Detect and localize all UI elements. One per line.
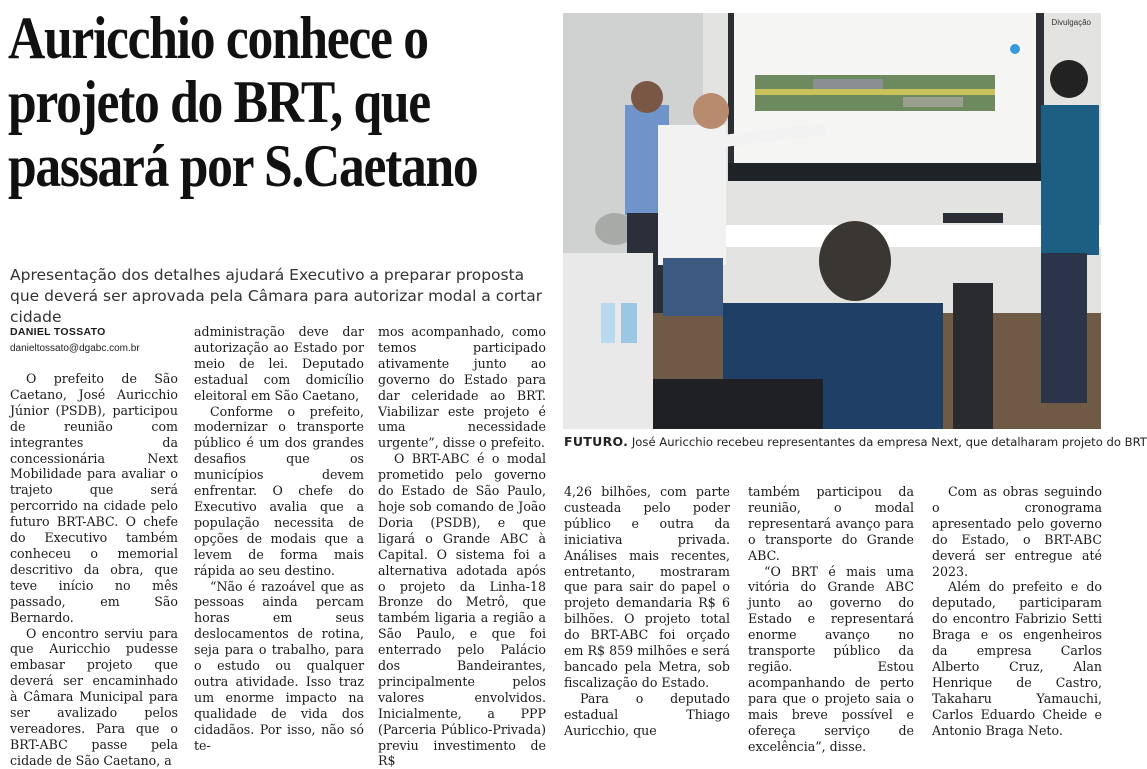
article-column-5 (748, 484, 914, 754)
paragraph: administração deve dar autorização ao Estado por meio de lei. Deputado estadual com domicílio eleitoral em São Caetano, (194, 324, 364, 403)
article-column-3 (378, 324, 546, 769)
paragraph: também participou da reunião, o modal representará avanço para o transporte do Grande ABC. (748, 484, 914, 563)
caption-kicker: FUTURO. (564, 434, 629, 449)
photo-credit: Divulgação (1051, 18, 1091, 27)
article-column-4 (564, 484, 730, 738)
paragraph: Com as obras seguindo o cronograma apresentado pelo governo do Estado, o BRT-ABC deverá ser entregue até 2023. (932, 484, 1102, 579)
paragraph: Além do prefeito e do deputado, participaram do encontro Fabrizio Setti Braga e os engenheiros da empresa Carlos Alberto Cruz, Alan Henrique de Castro, Takaharu Yamauchi, Carlos Eduardo Cheide e Antonio Braga Neto. (932, 579, 1102, 738)
author-name: DANIEL TOSSATO (10, 326, 106, 338)
article-column-2 (194, 324, 364, 753)
author-email: danieltossato@dgabc.com.br (10, 343, 140, 354)
paragraph: Conforme o prefeito, modernizar o transporte público é um dos grandes desafios que os municípios devem enfrentar. O chefe do Executivo avalia que a população necessita de opções de modais que a levem de forma mais rápida ao seu destino. (194, 403, 364, 578)
photo-caption (564, 434, 1147, 449)
paragraph: O prefeito de São Caetano, José Auricchio Júnior (PSDB), participou de reunião com integrantes da concessionária Next Mobilidade para avaliar o trajeto que será percorrido na cidade pelo futuro BRT-ABC. O chefe do Executivo também conheceu o memorial descritivo da obra, que teve início no mês passado, em São Bernardo. (10, 371, 178, 625)
paragraph: O encontro serviu para que Auricchio pudesse embasar projeto que deverá ser encaminhado à Câmara Municipal para ser avalizado pelos vereadores. Para que o BRT-ABC passe pela cidade de São Caetano, a (10, 625, 178, 768)
paragraph: Para o deputado estadual Thiago Auricchio, que (564, 690, 730, 738)
paragraph: 4,26 bilhões, com parte custeada pelo poder público e outra da iniciativa privada. Análises mais recentes, entretanto, mostraram que para sair do papel o projeto demandaria R$ 6 bilhões. O projeto total do BRT-ABC foi orçado em R$ 859 milhões e será bancado pela Metra, sob fiscalização do Estado. (564, 484, 730, 690)
meeting-photo (563, 13, 1101, 429)
article-column-6 (932, 484, 1102, 738)
caption-text: José Auricchio recebeu representantes da empresa Next, que detalharam projeto do BRT (631, 435, 1147, 449)
paragraph: O BRT-ABC é o modal prometido pelo governo do Estado de São Paulo, hoje sob comando de João Doria (PSDB), e que ligará o Grande ABC à Capital. O sistema foi a alternativa adotada após o projeto da Linha-18 Bronze do Metrô, que também ligaria a região a São Paulo, e que foi enterrado pelo Palácio dos Bandeirantes, principalmente pelos valores envolvidos. Inicialmente, a PPP (Parceria Público-Privada) previu investimento de R$ (378, 451, 546, 769)
subheadline: Apresentação dos detalhes ajudará Executivo a preparar proposta que deverá ser aprovada pela Câmara para autorizar modal a cortar cidade (10, 266, 543, 326)
article-column-1 (10, 371, 178, 768)
paragraph: “Não é razoável que as pessoas ainda percam horas em seus deslocamentos de rotina, seja para o trabalho, para o estudo ou qualquer outra atividade. Isso traz um enorme impacto na qualidade de vida dos cidadãos. Por isso, não só te- (194, 578, 364, 753)
paragraph: “O BRT é mais uma vitória do Grande ABC junto ao governo do Estado e representará enorme avanço no transporte público da região. Estou acompanhando de perto para que o projeto saia o mais breve possível e ofereça serviço de excelência”, disse. (748, 563, 914, 754)
paragraph: mos acompanhado, como temos participado ativamente junto ao governo do Estado para dar celeridade ao BRT. Viabilizar este projeto é uma necessidade urgente”, disse o prefeito. (378, 324, 546, 451)
headline: Auricchio conhece o projeto do BRT, que passará por S.Caetano (8, 5, 478, 199)
